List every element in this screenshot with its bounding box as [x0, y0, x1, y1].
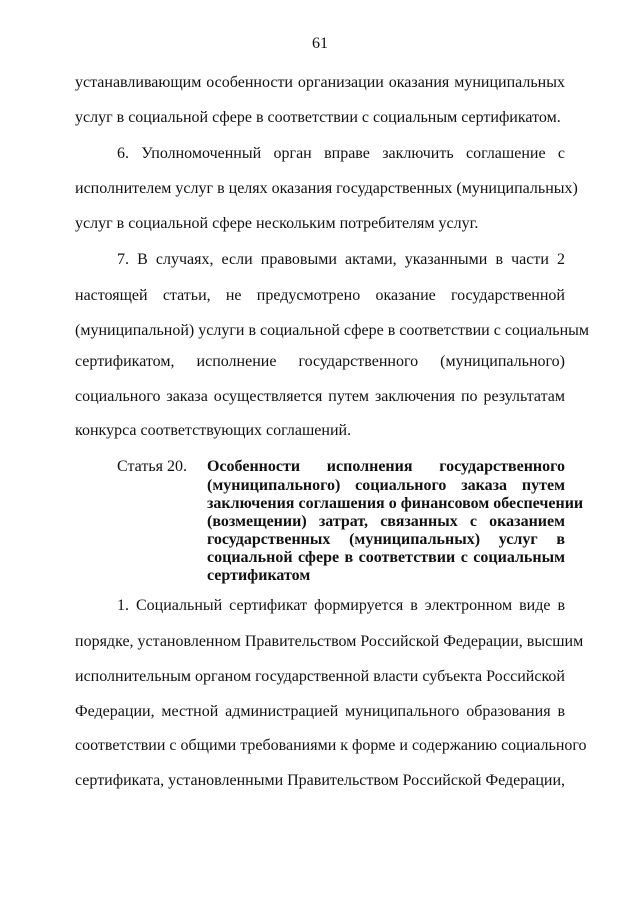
text-line: сертификатом, исполнение государственного (муниципального) [75, 353, 565, 370]
text-line: исполнительным органом государственной власти субъекта Российской [75, 668, 565, 685]
page-number: 61 [312, 35, 328, 52]
article-title-line: (возмещении) затрат, связанных с оказанием [207, 513, 565, 530]
text-line: 6. Уполномоченный орган вправе заключить соглашение с [117, 145, 565, 162]
text-line: соответствии с общими требованиями к форме и содержанию социального [75, 737, 587, 754]
text-line: 7. В случаях, если правовыми актами, указанными в части 2 [117, 251, 565, 268]
text-line: (муниципальной) услуги в социальной сфере в соответствии с социальным [75, 322, 589, 339]
article-title-line: сертификатом [207, 567, 311, 584]
text-line: Федерации, местной администрацией муниципального образования в [75, 703, 565, 720]
text-line: настоящей статьи, не предусмотрено оказание государственной [75, 287, 565, 304]
text-line: услуг в социальной сфере в соответствии с социальным сертификатом. [75, 109, 561, 126]
text-line: порядке, установленном Правительством Российской Федерации, высшим [75, 633, 584, 650]
article-title-line: Особенности исполнения государственного [207, 458, 565, 475]
text-line: исполнителем услуг в целях оказания государственных (муниципальных) [75, 180, 578, 197]
text-line: социального заказа осуществляется путем заключения по результатам [75, 388, 565, 405]
text-line: устанавливающим особенности организации оказания муниципальных [75, 74, 565, 91]
article-label: Статья 20. [117, 458, 187, 475]
article-title-line: социальной сфере в соответствии с социальным [207, 549, 565, 566]
article-title-line: (муниципального) социального заказа путем [207, 477, 565, 494]
article-title-line: заключения соглашения о финансовом обеспечении [207, 495, 584, 512]
text-line: сертификата, установленными Правительством Российской Федерации, [75, 772, 566, 789]
text-line: услуг в социальной сфере нескольким потребителям услуг. [75, 215, 479, 232]
text-line: 1. Социальный сертификат формируется в электронном виде в [117, 597, 565, 614]
text-line: конкурса соответствующих соглашений. [75, 422, 352, 439]
article-title-line: государственных (муниципальных) услуг в [207, 531, 565, 548]
